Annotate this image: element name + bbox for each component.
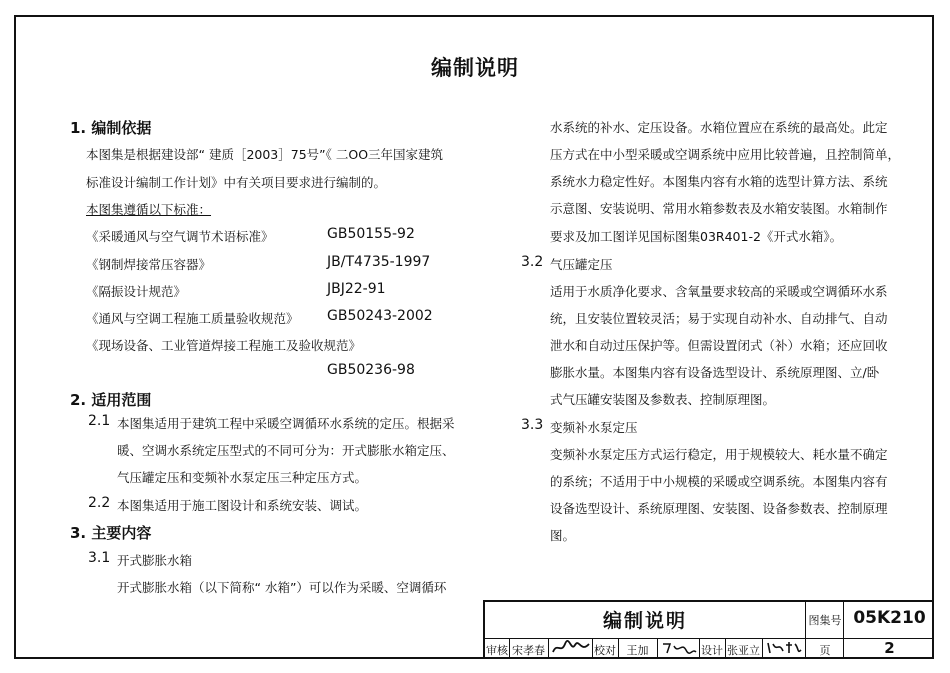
s1-para-line: 本图集遵循以下标准： (86, 202, 212, 217)
section-number: 3.1 (88, 550, 111, 566)
page-label: 页 (819, 644, 831, 657)
section-3-heading: 3. 主要内容 (70, 524, 152, 542)
s2-line: 本图集适用于建筑工程中采暖空调循环水系统的定压。根据采 (117, 416, 455, 431)
standard-name: 《现场设备、工业管道焊接工程施工及验收规范》 (86, 338, 362, 353)
right-para-line: 图。 (550, 528, 576, 543)
standard-code: GB50243-2002 (327, 308, 433, 324)
designer-signature (764, 640, 804, 659)
right-para-line: 变频补水泵定压方式运行稳定，用于规模较大、耗水量不确定 (550, 447, 888, 462)
s2-line: 暖、空调水系统定压型式的不同可分为：开式膨胀水箱定压、 (117, 443, 455, 458)
section-1-heading: 1. 编制依据 (70, 119, 152, 137)
standard-code: GB50236-98 (327, 362, 415, 378)
standard-code: JB/T4735-1997 (327, 254, 431, 270)
standard-name: 《隔振设计规范》 (86, 284, 187, 299)
standard-name: 《钢制焊接常压容器》 (86, 257, 212, 272)
right-para-line: 系统水力稳定性好。本图集内容有水箱的选型计算方法、系统 (550, 174, 888, 189)
review-label: 审核 (486, 644, 508, 657)
right-para-line: 压方式在中小型采暖或空调系统中应用比较普遍，且控制简单， (550, 147, 901, 162)
right-para-line: 适用于水质净化要求、含氧量要求较高的采暖或空调循环水系 (550, 284, 888, 299)
standard-name: 《采暖通风与空气调节术语标准》 (86, 229, 274, 244)
right-para-line: 水系统的补水、定压设备。水箱位置应在系统的最高处。此定 (550, 120, 888, 135)
title-block (483, 600, 934, 659)
s3-line: 开式膨胀水箱（以下简称“ 水箱”）可以作为采暖、空调循环 (117, 580, 447, 595)
section-2-heading: 2. 适用范围 (70, 391, 152, 409)
right-para-line: 泄水和自动过压保护等。但需设置闭式（补）水箱；还应回收 (550, 338, 888, 353)
right-para-line: 的系统；不适用于中小规模的采暖或空调系统。本图集内容有 (550, 474, 888, 489)
designer-name: 张亚立 (727, 644, 760, 657)
checker-signature (659, 640, 699, 659)
page-number: 2 (884, 639, 895, 657)
standard-code: GB50155-92 (327, 226, 415, 242)
section-number: 2.2 (88, 495, 111, 511)
right-para-line: 要求及加工图详见国标图集03R401-2《开式水箱》。 (550, 229, 843, 244)
subsection-title: 气压罐定压 (550, 257, 613, 272)
design-label: 设计 (701, 644, 723, 657)
right-para-line: 示意图、安装说明、常用水箱参数表及水箱安装图。水箱制作 (550, 201, 888, 216)
reviewer-signature (550, 640, 592, 659)
s2-line: 本图集适用于施工图设计和系统安装、调试。 (117, 498, 368, 513)
section-number: 3.3 (521, 417, 544, 433)
atlas-label: 图集号 (808, 614, 842, 627)
right-para-line: 统，且安装位置较灵活；易于实现自动补水、自动排气、自动 (550, 311, 888, 326)
section-number: 2.1 (88, 413, 111, 429)
right-para-line: 式气压罐安装图及参数表、控制原理图。 (550, 392, 776, 407)
subsection-title: 开式膨胀水箱 (117, 553, 193, 568)
titleblock-name: 编制说明 (602, 610, 687, 632)
section-number: 3.2 (521, 254, 544, 270)
s1-para-line: 本图集是根据建设部“ 建质［2003］75号”《 二OO三年国家建筑 (86, 147, 444, 162)
s2-line: 气压罐定压和变频补水泵定压三种定压方式。 (117, 470, 368, 485)
page-title: 编制说明 (431, 56, 519, 80)
standard-name: 《通风与空调工程施工质量验收规范》 (86, 311, 299, 326)
right-para-line: 膨胀水量。本图集内容有设备选型设计、系统原理图、立/卧 (550, 365, 880, 380)
checker-name: 王加 (626, 644, 649, 657)
atlas-number: 05K210 (853, 608, 926, 628)
s1-para-line: 标准设计编制工作计划》中有关项目要求进行编制的。 (86, 175, 387, 190)
right-para-line: 设备选型设计、系统原理图、安装图、设备参数表、控制原理 (550, 501, 888, 516)
check-label: 校对 (594, 644, 616, 657)
standard-code: JBJ22-91 (327, 281, 386, 297)
subsection-title: 变频补水泵定压 (550, 420, 638, 435)
reviewer-name: 宋孝春 (512, 644, 545, 657)
